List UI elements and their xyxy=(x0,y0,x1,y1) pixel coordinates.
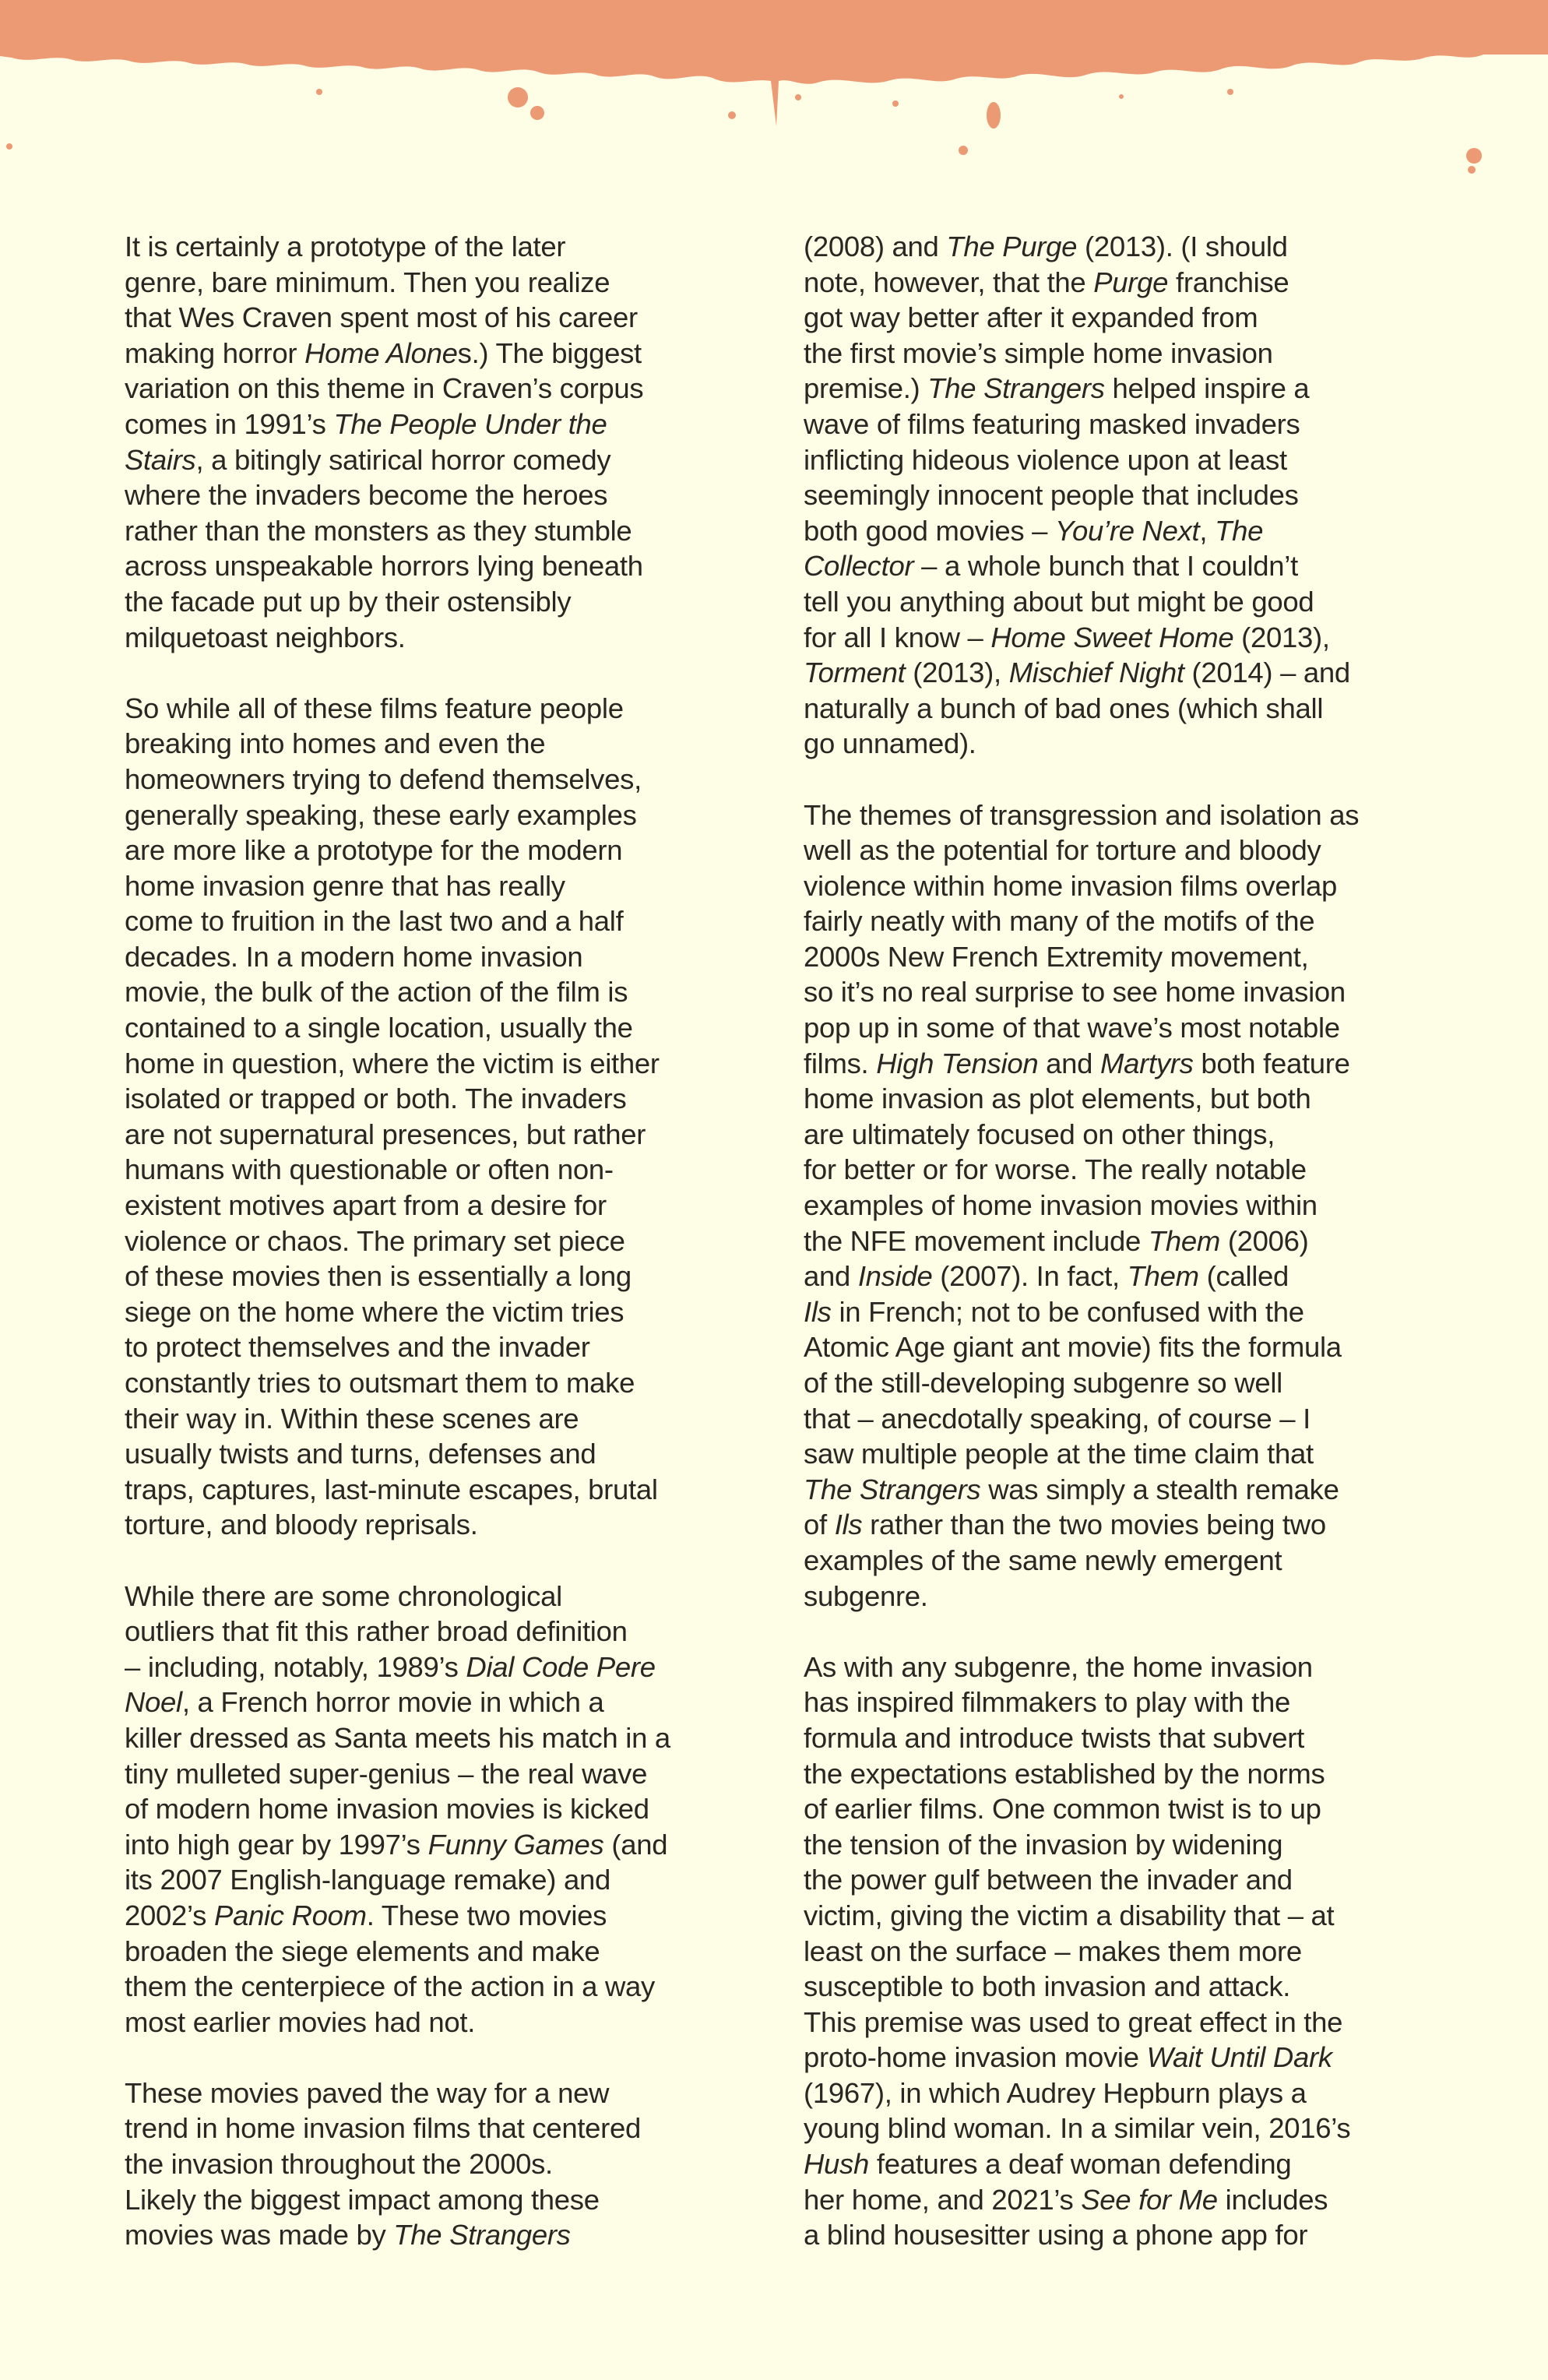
text-line: siege on the home where the victim tries xyxy=(125,1295,624,1328)
text-line: – including, notably, 1989’s Dial Code Pere xyxy=(125,1650,656,1683)
text-line: the NFE movement include Them (2006) xyxy=(804,1224,1309,1257)
text-line: its 2007 English-language remake) and xyxy=(125,1864,610,1896)
text-line: movie, the bulk of the action of the film is xyxy=(125,976,628,1009)
paragraph xyxy=(125,2075,748,2253)
text-line: are more like a prototype for the modern xyxy=(125,834,623,867)
text-line: Hush features a deaf woman defending xyxy=(804,2148,1292,2181)
text-line: tell you anything about but might be good xyxy=(804,585,1314,618)
paragraph xyxy=(125,1579,748,2040)
text-line: of Ils rather than the two movies being two xyxy=(804,1509,1326,1541)
text-line: While there are some chronological xyxy=(125,1579,562,1612)
text-line: that – anecdotally speaking, of course – I xyxy=(804,1402,1311,1435)
text-line: traps, captures, last-minute escapes, brutal xyxy=(125,1473,658,1505)
text-line: are ultimately focused on other things, xyxy=(804,1118,1275,1150)
text-line: trend in home invasion films that centered xyxy=(125,2112,642,2145)
text-line: subgenre. xyxy=(804,1579,928,1612)
paragraph xyxy=(125,229,748,655)
text-line: the facade put up by their ostensibly xyxy=(125,585,572,618)
text-line: the invasion throughout the 2000s. xyxy=(125,2148,553,2181)
text-line: across unspeakable horrors lying beneath xyxy=(125,550,643,583)
text-line: has inspired filmmakers to play with the xyxy=(804,1686,1290,1719)
text-line: The themes of transgression and isolation as xyxy=(804,798,1360,831)
text-line: It is certainly a prototype of the later xyxy=(125,231,566,262)
text-line: the first movie’s simple home invasion xyxy=(804,336,1273,369)
text-line: inflicting hideous violence upon at least xyxy=(804,443,1287,476)
text-line: fairly neatly with many of the motifs of the xyxy=(804,905,1315,938)
paragraph xyxy=(125,691,748,1543)
text-line: for better or for worse. The really notable xyxy=(804,1153,1307,1186)
text-line: variation on this theme in Craven’s corpus xyxy=(125,372,644,405)
text-line: isolated or trapped or both. The invaders xyxy=(125,1083,627,1115)
text-line: their way in. Within these scenes are xyxy=(125,1402,579,1435)
text-line: torture, and bloody reprisals. xyxy=(125,1509,478,1541)
text-line: existent motives apart from a desire for xyxy=(125,1189,607,1222)
text-line: a blind housesitter using a phone app for xyxy=(804,2219,1308,2251)
text-line: for all I know – Home Sweet Home (2013), xyxy=(804,621,1330,653)
text-line: This premise was used to great effect in the xyxy=(804,2005,1343,2038)
text-line: rather than the monsters as they stumble xyxy=(125,514,632,547)
text-line: of the still-developing subgenre so well xyxy=(804,1367,1282,1399)
text-line: her home, and 2021’s See for Me includes xyxy=(804,2183,1328,2216)
text-line: that Wes Craven spent most of his career xyxy=(125,301,638,334)
text-line: films. High Tension and Martyrs both feature xyxy=(804,1047,1350,1079)
text-line: proto-home invasion movie Wait Until Dark xyxy=(804,2041,1332,2074)
text-line: contained to a single location, usually the xyxy=(125,1012,633,1044)
text-line: of these movies then is essentially a long xyxy=(125,1260,632,1293)
text-line: formula and introduce twists that subvert xyxy=(804,1721,1304,1754)
text-line: premise.) The Strangers helped inspire a xyxy=(804,372,1310,405)
text-line: movies was made by The Strangers xyxy=(125,2219,571,2251)
text-line: Torment (2013), Mischief Night (2014) – and xyxy=(804,657,1350,689)
text-line: milquetoast neighbors. xyxy=(125,621,406,653)
text-line: of modern home invasion movies is kicked xyxy=(125,1793,649,1825)
text-line: tiny mulleted super-genius – the real wave xyxy=(125,1757,648,1790)
text-line: Ils in French; not to be confused with the xyxy=(804,1295,1304,1328)
text-line: Atomic Age giant ant movie) fits the formula xyxy=(804,1331,1342,1364)
text-line: homeowners trying to defend themselves, xyxy=(125,762,642,795)
text-line: wave of films featuring masked invaders xyxy=(804,407,1300,440)
text-line: come to fruition in the last two and a half xyxy=(125,905,624,938)
text-line: Likely the biggest impact among these xyxy=(125,2183,600,2216)
paint-drip-header xyxy=(0,0,1548,179)
text-line: Stairs, a bitingly satirical horror comedy xyxy=(125,443,611,476)
text-line: outliers that fit this rather broad definition xyxy=(125,1615,628,1648)
text-line: killer dressed as Santa meets his match in a xyxy=(125,1721,670,1754)
text-line: saw multiple people at the time claim that xyxy=(804,1438,1314,1470)
text-line: usually twists and turns, defenses and xyxy=(125,1438,596,1470)
paragraph xyxy=(804,229,1427,762)
paragraph xyxy=(804,1649,1427,2253)
text-line: home in question, where the victim is either xyxy=(125,1047,660,1079)
text-line: examples of home invasion movies within xyxy=(804,1189,1318,1222)
text-column-left xyxy=(125,229,748,2288)
text-line: of earlier films. One common twist is to up xyxy=(804,1793,1321,1825)
text-line: go unnamed). xyxy=(804,727,976,760)
text-line: both good movies – You’re Next, The xyxy=(804,514,1264,547)
text-line: These movies paved the way for a new xyxy=(125,2076,610,2109)
text-line: violence within home invasion films overlap xyxy=(804,869,1337,902)
text-line: pop up in some of that wave’s most notable xyxy=(804,1012,1340,1044)
text-line: the expectations established by the norms xyxy=(804,1757,1325,1790)
text-line: generally speaking, these early examples xyxy=(125,798,637,831)
text-line: (1967), in which Audrey Hepburn plays a xyxy=(804,2076,1307,2109)
text-line: seemingly innocent people that includes xyxy=(804,479,1299,512)
text-line: the power gulf between the invader and xyxy=(804,1864,1293,1896)
text-line: broaden the siege elements and make xyxy=(125,1935,600,1967)
text-line: young blind woman. In a similar vein, 2016’s xyxy=(804,2112,1351,2145)
text-line: 2000s New French Extremity movement, xyxy=(804,940,1309,973)
text-line: them the centerpiece of the action in a way xyxy=(125,1970,656,2003)
text-line: where the invaders become the heroes xyxy=(125,479,608,512)
text-line: humans with questionable or often non- xyxy=(125,1153,614,1186)
text-column-right xyxy=(804,229,1427,2288)
text-line: (2008) and The Purge (2013). (I should xyxy=(804,231,1288,262)
text-line: well as the potential for torture and bloody xyxy=(804,834,1321,867)
text-line: and Inside (2007). In fact, Them (called xyxy=(804,1260,1289,1293)
text-line: So while all of these films feature people xyxy=(125,692,624,724)
text-line: naturally a bunch of bad ones (which shall xyxy=(804,692,1324,724)
text-line: susceptible to both invasion and attack. xyxy=(804,1970,1291,2003)
text-line: the tension of the invasion by widening xyxy=(804,1828,1283,1861)
text-line: least on the surface – makes them more xyxy=(804,1935,1302,1967)
text-line: comes in 1991’s The People Under the xyxy=(125,407,607,440)
paragraph xyxy=(804,797,1427,1614)
text-line: examples of the same newly emergent xyxy=(804,1544,1282,1576)
text-line: home invasion as plot elements, but both xyxy=(804,1083,1311,1115)
text-line: to protect themselves and the invader xyxy=(125,1331,590,1364)
text-line: are not supernatural presences, but rather xyxy=(125,1118,646,1150)
text-line: Collector – a whole bunch that I couldn’t xyxy=(804,550,1298,583)
text-line: violence or chaos. The primary set piece xyxy=(125,1224,625,1257)
text-line: note, however, that the Purge franchise xyxy=(804,266,1289,298)
text-line: constantly tries to outsmart them to make xyxy=(125,1367,635,1399)
text-line: most earlier movies had not. xyxy=(125,2005,476,2038)
text-line: The Strangers was simply a stealth remake xyxy=(804,1473,1339,1505)
text-line: so it’s no real surprise to see home invasion xyxy=(804,976,1346,1009)
text-line: into high gear by 1997’s Funny Games (and xyxy=(125,1828,668,1861)
text-line: As with any subgenre, the home invasion xyxy=(804,1650,1313,1683)
text-line: Noel, a French horror movie in which a xyxy=(125,1686,604,1719)
text-line: making horror Home Alones.) The biggest xyxy=(125,336,642,369)
text-line: got way better after it expanded from xyxy=(804,301,1258,334)
text-line: genre, bare minimum. Then you realize xyxy=(125,266,610,298)
text-line: victim, giving the victim a disability that – at xyxy=(804,1899,1335,1931)
text-line: breaking into homes and even the xyxy=(125,727,546,760)
text-line: 2002’s Panic Room. These two movies xyxy=(125,1899,607,1931)
text-line: decades. In a modern home invasion xyxy=(125,940,583,973)
text-line: home invasion genre that has really xyxy=(125,869,565,902)
